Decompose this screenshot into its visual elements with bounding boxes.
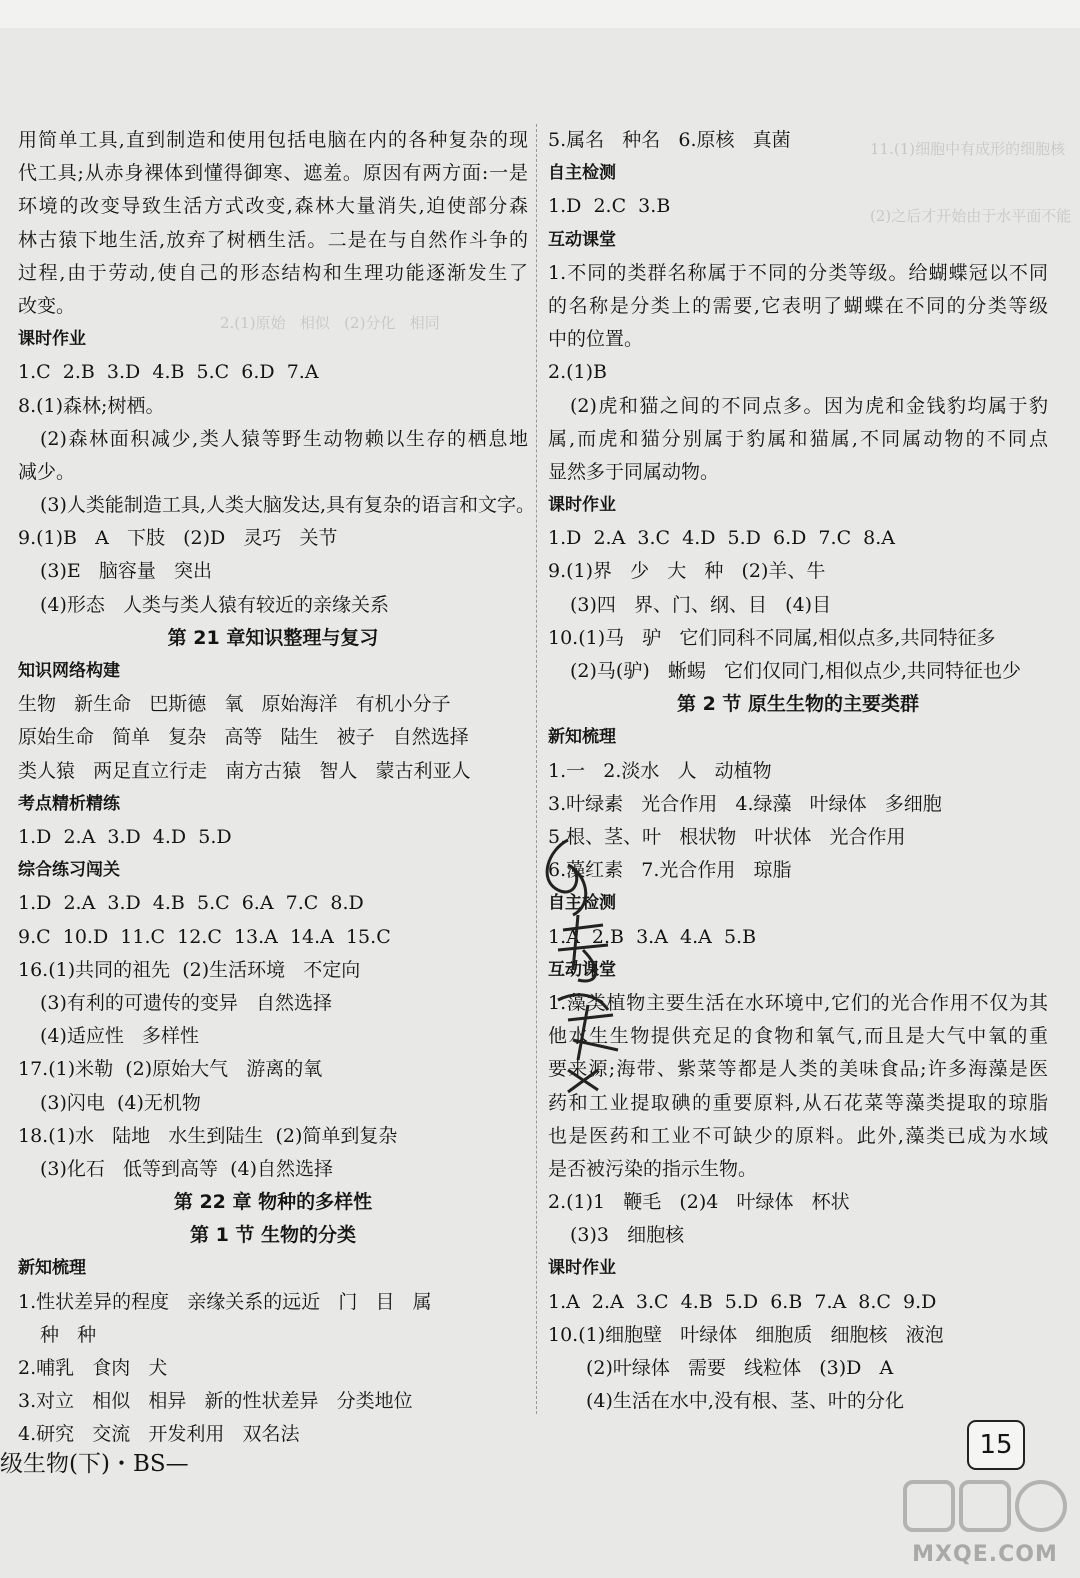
answer-line: (2)森林面积减少,类人猿等野生动物赖以生存的栖息地 <box>40 427 528 450</box>
answer-line: (3)人类能制造工具,人类大脑发达,具有复杂的语言和文字。 <box>40 494 535 517</box>
answer-line: 代工具;从赤身裸体到懂得御寒、遮羞。原因有两方面:一是 <box>18 162 528 185</box>
answer-line: 2.(1)1 鞭毛 (2)4 叶绿体 杯状 <box>548 1191 850 1214</box>
section-heading: 互动课堂 <box>548 959 616 980</box>
answer-line: (3)化石 低等到高等 (4)自然选择 <box>40 1157 334 1180</box>
answer-line: 显然多于同属动物。 <box>548 460 720 483</box>
section-heading: 新知梳理 <box>548 727 616 748</box>
answer-line: 减少。 <box>18 460 76 483</box>
answer-line: 1.A 2.A 3.C 4.B 5.D 6.B 7.A 8.C 9.D <box>548 1290 937 1313</box>
answer-line: 1.A 2.B 3.A 4.A 5.B <box>548 925 757 948</box>
answer-line: 5.属名 种名 6.原核 真菌 <box>548 129 791 151</box>
answer-line: 1.D 2.A 3.D 4.B 5.C 6.A 7.C 8.D <box>18 892 364 915</box>
column-divider <box>536 124 537 1414</box>
bleed-through-text: 2.(1)原始 相似 (2)分化 相同 <box>220 314 440 332</box>
answer-line: 10.(1)细胞壁 叶绿体 细胞质 细胞核 液泡 <box>548 1323 944 1346</box>
answer-line: 6.藻红素 7.光合作用 琼脂 <box>548 859 792 882</box>
answer-line: 5.根、茎、叶 根状物 叶状体 光合作用 <box>548 826 906 849</box>
chapter-heading: 第 2 节 原生生物的主要类群 <box>676 693 920 716</box>
answer-line: (2)叶绿体 需要 线粒体 (3)D A <box>586 1357 894 1380</box>
answer-line: 17.(1)米勒 (2)原始大气 游离的氧 <box>18 1058 323 1081</box>
answer-line: 8.(1)森林;树栖。 <box>18 394 165 417</box>
handwritten-scribble <box>528 820 648 1100</box>
answer-line: 要来源;海带、紫菜等都是人类的美味食品;许多海藻是医 <box>548 1058 1048 1081</box>
answer-line: 1.C 2.B 3.D 4.B 5.C 6.D 7.A <box>18 361 319 384</box>
answer-line: (3)闪电 (4)无机物 <box>40 1091 201 1114</box>
answer-line: 9.C 10.D 11.C 12.C 13.A 14.A 15.C <box>18 925 391 948</box>
right-column <box>548 124 1048 1418</box>
section-heading: 自主检测 <box>548 893 616 914</box>
answer-line: 4.研究 交流 开发利用 双名法 <box>18 1423 300 1446</box>
answer-line: (2)马(驴) 蜥蜴 它们仅同门,相似点少,共同特征也少 <box>570 660 1022 683</box>
answer-line: 中的位置。 <box>548 328 644 351</box>
answer-line: 1.一 2.淡水 人 动植物 <box>548 759 772 782</box>
section-heading: 知识网络构建 <box>18 661 120 682</box>
answer-line: 改变。 <box>18 294 76 317</box>
chapter-heading: 第 1 节 生物的分类 <box>189 1224 357 1247</box>
answer-line: 用简单工具,直到制造和使用包括电脑在内的各种复杂的现 <box>18 129 528 151</box>
section-heading: 新知梳理 <box>18 1258 86 1279</box>
section-heading: 课时作业 <box>18 329 86 350</box>
answer-line: 属,而虎和猫分别属于豹属和猫属,不同属动物的不同点 <box>548 427 1048 450</box>
section-heading: 课时作业 <box>548 495 616 516</box>
answer-line: (4)生活在水中,没有根、茎、叶的分化 <box>586 1390 904 1413</box>
answer-line: 1.性状差异的程度 亲缘关系的远近 门 目 属 <box>18 1290 432 1313</box>
section-heading: 课时作业 <box>548 1258 616 1279</box>
answer-line: 1.D 2.A 3.D 4.D 5.D <box>18 826 232 848</box>
answer-line: (3)有利的可遗传的变异 自然选择 <box>40 991 333 1014</box>
bleed-through-text: 11.(1)细胞中有成形的细胞核 <box>870 140 1066 158</box>
section-heading: 综合练习闯关 <box>18 860 120 881</box>
watermark-url: MXQE.COM <box>912 1542 1058 1567</box>
section-heading: 考点精析精练 <box>18 793 120 814</box>
answer-line: 16.(1)共同的祖先 (2)生活环境 不定向 <box>18 958 361 981</box>
answer-line: 类人猿 两足直立行走 南方古猿 智人 蒙古利亚人 <box>18 759 471 782</box>
chapter-heading: 第 22 章 物种的多样性 <box>173 1191 373 1214</box>
answer-line: (3)3 细胞核 <box>570 1224 685 1247</box>
chapter-heading: 第 21 章知识整理与复习 <box>167 626 379 649</box>
bleed-through-text: (2)之后才开始由于水平面不能 <box>870 207 1072 225</box>
page-top-edge <box>0 0 1080 28</box>
watermark-logo-icon <box>895 1470 1075 1542</box>
answer-line: 药和工业提取碘的重要原料,从石花菜等藻类提取的琼脂 <box>548 1091 1048 1114</box>
answer-line: 生物 新生命 巴斯德 氧 原始海洋 有机小分子 <box>18 693 451 716</box>
answer-line: 1.不同的类群名称属于不同的分类等级。给蝴蝶冠以不同 <box>548 261 1048 284</box>
page-number: 15 <box>967 1420 1025 1470</box>
answer-line: 2.哺乳 食肉 犬 <box>18 1357 168 1380</box>
answer-line: (4)形态 人类与类人猿有较近的亲缘关系 <box>40 593 390 616</box>
answer-line: 是否被污染的指示生物。 <box>548 1157 758 1180</box>
answer-line: 原始生命 简单 复杂 高等 陆生 被子 自然选择 <box>18 726 469 749</box>
answer-line: 3.叶绿素 光合作用 4.绿藻 叶绿体 多细胞 <box>548 792 942 815</box>
answer-line: (4)适应性 多样性 <box>40 1025 200 1048</box>
answer-line: 18.(1)水 陆地 水生到陆生 (2)简单到复杂 <box>18 1124 398 1147</box>
left-column <box>18 124 535 1452</box>
answer-line: 9.(1)B A 下肢 (2)D 灵巧 关节 <box>18 527 338 550</box>
section-heading: 自主检测 <box>548 163 616 184</box>
answer-line: (2)虎和猫之间的不同点多。因为虎和金钱豹均属于豹 <box>570 394 1048 417</box>
answer-line: 10.(1)马 驴 它们同科不同属,相似点多,共同特征多 <box>548 626 996 649</box>
answer-line: 他水生生物提供充足的食物和氧气,而且是大气中氧的重 <box>548 1025 1048 1048</box>
answer-line: 2.(1)B <box>548 361 608 384</box>
answer-line: (3)四 界、门、纲、目 (4)目 <box>570 593 832 616</box>
answer-line: 1.藻类植物主要生活在水环境中,它们的光合作用不仅为其 <box>548 991 1048 1014</box>
answer-line: 林古猿下地生活,放弃了树栖生活。二是在与自然作斗争的 <box>18 228 528 251</box>
answer-line: 过程,由于劳动,使自己的形态结构和生理功能逐渐发生了 <box>18 261 528 284</box>
answer-line: 9.(1)界 少 大 种 (2)羊、牛 <box>548 560 826 583</box>
answer-line: 种 种 <box>40 1323 97 1346</box>
answer-line: 1.D 2.C 3.B <box>548 195 671 218</box>
answer-line: 环境的改变导致生活方式改变,森林大量消失,迫使部分森 <box>18 195 528 218</box>
section-heading: 互动课堂 <box>548 229 616 250</box>
answer-line: 也是医药和工业不可缺少的原料。此外,藻类已成为水域 <box>548 1124 1048 1147</box>
answer-line: (3)E 脑容量 突出 <box>40 560 213 583</box>
watermark-logo <box>895 1470 1075 1570</box>
footer-subject: 级生物(下)・BS— <box>0 1451 189 1477</box>
answer-line: 3.对立 相似 相异 新的性状差异 分类地位 <box>18 1390 413 1413</box>
answer-line: 的名称是分类上的需要,它表明了蝴蝶在不同的分类等级 <box>548 294 1048 317</box>
answer-line: 1.D 2.A 3.C 4.D 5.D 6.D 7.C 8.A <box>548 527 896 550</box>
